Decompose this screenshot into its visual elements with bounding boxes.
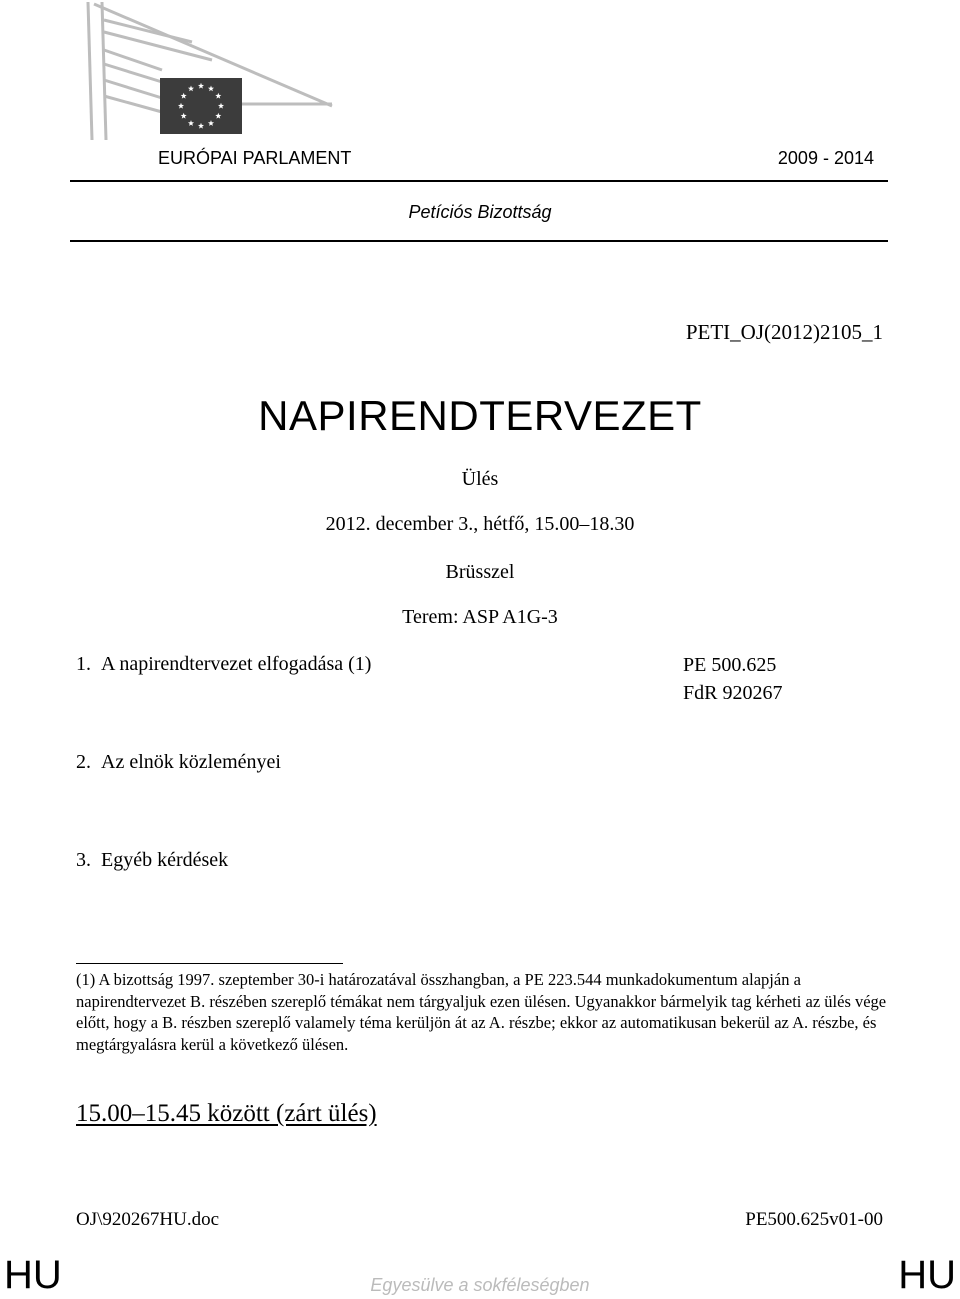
language-code-left: HU xyxy=(4,1253,62,1297)
footnote-rule xyxy=(76,963,343,964)
committee-name: Petíciós Bizottság xyxy=(408,202,552,222)
agenda-item xyxy=(76,653,371,676)
agenda-ref: PE 500.625 xyxy=(683,654,777,676)
footnote: (1) A bizottság 1997. szeptember 30-i határozatával összhangban, a PE 223.544 munkadokumentum alapján a napirendtervezet B. részében szereplő témákat nem tárgyaljuk ezen ülésen. Ugyanakkor bármelyik tag kérheti az ülés vége előtt, hogy a B. részben szereplő valamely téma kerüljön át az A. részbe; ekkor az automatikusan bekerül az A. részbe, és megtárgyalásra kerül a következő ülésen. xyxy=(76,970,887,1054)
agenda-item-text: Egyéb kérdések xyxy=(101,849,229,871)
meeting-type: Ülés xyxy=(461,468,499,490)
pe-number: PE500.625v01-00 xyxy=(745,1209,883,1230)
header-rule-bottom xyxy=(70,240,888,242)
document-filename: OJ\920267HU.doc xyxy=(76,1209,220,1230)
language-code-right: HU xyxy=(898,1253,956,1297)
agenda-ref: FdR 920267 xyxy=(683,682,783,704)
agenda-item-number: 2. xyxy=(76,751,91,773)
european-parliament-logo xyxy=(82,0,342,140)
agenda-item-references xyxy=(683,651,782,707)
document-reference: PETI_OJ(2012)2105_1 xyxy=(685,320,883,344)
meeting-city: Brüsszel xyxy=(445,561,515,583)
agenda-item xyxy=(76,751,281,774)
agenda-item-number: 3. xyxy=(76,849,91,871)
agenda-item-number: 1. xyxy=(76,653,91,675)
page-title: NAPIRENDTERVEZET xyxy=(258,392,702,439)
meeting-room: Terem: ASP A1G-3 xyxy=(402,606,558,628)
agenda-item-text: Az elnök közleményei xyxy=(101,751,281,773)
parliamentary-term: 2009 - 2014 xyxy=(777,148,874,168)
eu-motto: Egyesülve a sokféleségben xyxy=(370,1275,590,1295)
meeting-datetime: 2012. december 3., hétfő, 15.00–18.30 xyxy=(325,513,635,535)
agenda-item xyxy=(76,849,228,872)
header-rule-top xyxy=(70,180,888,182)
agenda-item-text: A napirendtervezet elfogadása (1) xyxy=(101,653,372,675)
institution-name: EURÓPAI PARLAMENT xyxy=(158,148,352,168)
closed-session-heading: 15.00–15.45 között (zárt ülés) xyxy=(76,1100,377,1127)
